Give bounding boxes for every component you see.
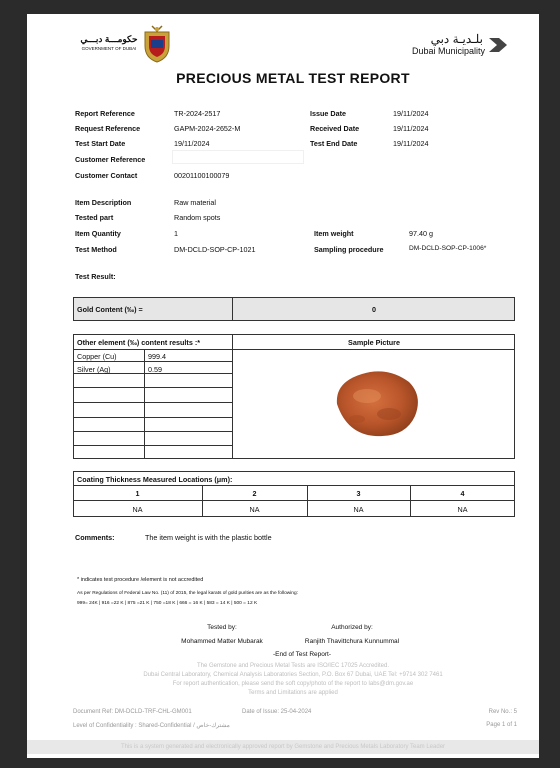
- dm-logo-english: Dubai Municipality: [411, 46, 485, 56]
- issue-date-label: Issue Date: [310, 109, 346, 118]
- report-reference-value: TR-2024-2517: [174, 109, 221, 118]
- dm-chevron-icon: [487, 36, 509, 54]
- gov-logo-arabic: حكومـــة دبـــي: [80, 34, 138, 44]
- coating-location-header: 2: [252, 489, 257, 498]
- coating-header: Coating Thickness Measured Locations (μm):: [77, 475, 233, 484]
- document-issue-date: Date of Issue: 25-04-2024: [242, 709, 312, 715]
- request-reference-label: Request Reference: [75, 124, 141, 133]
- tested-by-label: Tested by:: [207, 624, 237, 631]
- footer-info-line: Dubai Central Laboratory, Chemical Analysis Laboratories Section, P.O. Box 67 Dubai, UAE Tel: +9714 302 7461: [143, 672, 443, 678]
- comments-label: Comments:: [75, 533, 115, 542]
- report-reference-label: Report Reference: [75, 109, 135, 118]
- test-method-value: DM-DCLD-SOP-CP-1021: [174, 245, 256, 254]
- coating-location-header: 3: [356, 489, 361, 498]
- authorized-by-label: Authorized by:: [331, 624, 373, 631]
- request-reference-value: GAPM-2024-2652-M: [174, 124, 241, 133]
- sample-picture-header: Sample Picture: [348, 338, 400, 347]
- item-quantity-value: 1: [174, 229, 178, 238]
- customer-reference-redacted: [172, 150, 304, 164]
- item-description-value: Raw material: [174, 198, 216, 207]
- test-end-value: 19/11/2024: [393, 139, 429, 148]
- element-row-name: Copper (Cu): [77, 352, 117, 361]
- authorized-by-name: Ranjith Thavittchura Kunnummal: [304, 638, 400, 645]
- customer-contact-label: Customer Contact: [75, 171, 138, 180]
- comments-value: The item weight is with the plastic bottle: [145, 533, 272, 542]
- item-weight-label: Item weight: [314, 229, 354, 238]
- gold-content-label: Gold Content (‰) =: [77, 305, 143, 314]
- element-row-value: 0.59: [148, 365, 162, 374]
- dubai-municipality-logo: [393, 32, 513, 58]
- report-page: [27, 14, 539, 758]
- issue-date-value: 19/11/2024: [393, 109, 429, 118]
- tested-part-value: Random spots: [174, 213, 221, 222]
- element-row-name: Silver (Ag): [77, 365, 111, 374]
- system-generated-text: This is a system generated and electronically approved report by Gemstone and Precious Metals Laboratory Team Leader: [120, 744, 446, 750]
- item-weight-value: 97.40 g: [409, 229, 433, 238]
- system-generated-banner: [27, 740, 539, 754]
- sample-picture-image: [327, 364, 427, 444]
- tested-by-name: Mohammed Matter Mubarak: [181, 638, 263, 645]
- item-description-label: Item Description: [75, 198, 132, 207]
- gold-content-value: 0: [372, 305, 376, 314]
- coating-value: NA: [457, 505, 468, 514]
- government-of-dubai-logo: [79, 34, 139, 58]
- element-row-value: 999.4: [148, 352, 166, 361]
- sampling-procedure-label: Sampling procedure: [314, 245, 384, 254]
- elements-table: [73, 334, 515, 459]
- footer-info-line: For report authentication, please send the soft copy/photo of the report to labs@dm.gov.ae: [172, 681, 414, 687]
- item-quantity-label: Item Quantity: [75, 229, 121, 238]
- received-date-value: 19/11/2024: [393, 124, 429, 133]
- page-number: Page 1 of 1: [486, 722, 517, 728]
- test-start-value: 19/11/2024: [174, 139, 210, 148]
- footer-info-line: Terms and Limitations are applied: [248, 690, 338, 696]
- dubai-emblem-icon: [139, 24, 175, 64]
- test-result-label: Test Result:: [75, 272, 116, 281]
- customer-reference-label: Customer Reference: [75, 155, 146, 164]
- karat-table-note: 999= 24K | 916 =22 K | 875 =21 K | 750 =18 K | 666 = 16 K | 583 = 14 K | 500 = 12 K: [77, 601, 258, 606]
- revision-number: Rev No.: 5: [488, 709, 517, 715]
- received-date-label: Received Date: [310, 124, 360, 133]
- coating-value: NA: [132, 505, 143, 514]
- coating-location-header: 4: [460, 489, 465, 498]
- accreditation-note: * indicates test procedure /element is not accredited: [77, 577, 204, 583]
- test-method-label: Test Method: [75, 245, 117, 254]
- federal-law-note: As per Regulations of Federal Law No. (11) of 2015, the legal karats of gold purities are as the following:: [77, 591, 298, 596]
- test-end-label: Test End Date: [310, 139, 358, 148]
- document-ref: Document Ref: DM-DCLD-TRF-CHL-GM001: [73, 709, 192, 715]
- sampling-procedure-value: DM-DCLD-SOP-CP-1006*: [409, 245, 487, 252]
- report-title: PRECIOUS METAL TEST REPORT: [176, 70, 410, 86]
- customer-contact-value: 00201100100079: [174, 171, 230, 180]
- footer-info-line: The Gemstone and Precious Metal Tests are ISO/IEC 17025 Accredited.: [197, 663, 389, 669]
- dm-logo-arabic: بلـديـة دبي: [430, 32, 483, 46]
- gov-logo-english: GOVERNMENT OF DUBAI: [81, 46, 137, 51]
- end-of-report: -End of Test Report-: [272, 651, 332, 658]
- tested-part-label: Tested part: [75, 213, 114, 222]
- elements-header: Other element (‰) content results :*: [77, 338, 201, 347]
- coating-value: NA: [249, 505, 260, 514]
- coating-value: NA: [353, 505, 364, 514]
- confidentiality-level: Level of Confidentiality : Shared-Confidential / مشترك-خاص: [73, 723, 230, 729]
- test-start-label: Test Start Date: [75, 139, 126, 148]
- coating-location-header: 1: [135, 489, 140, 498]
